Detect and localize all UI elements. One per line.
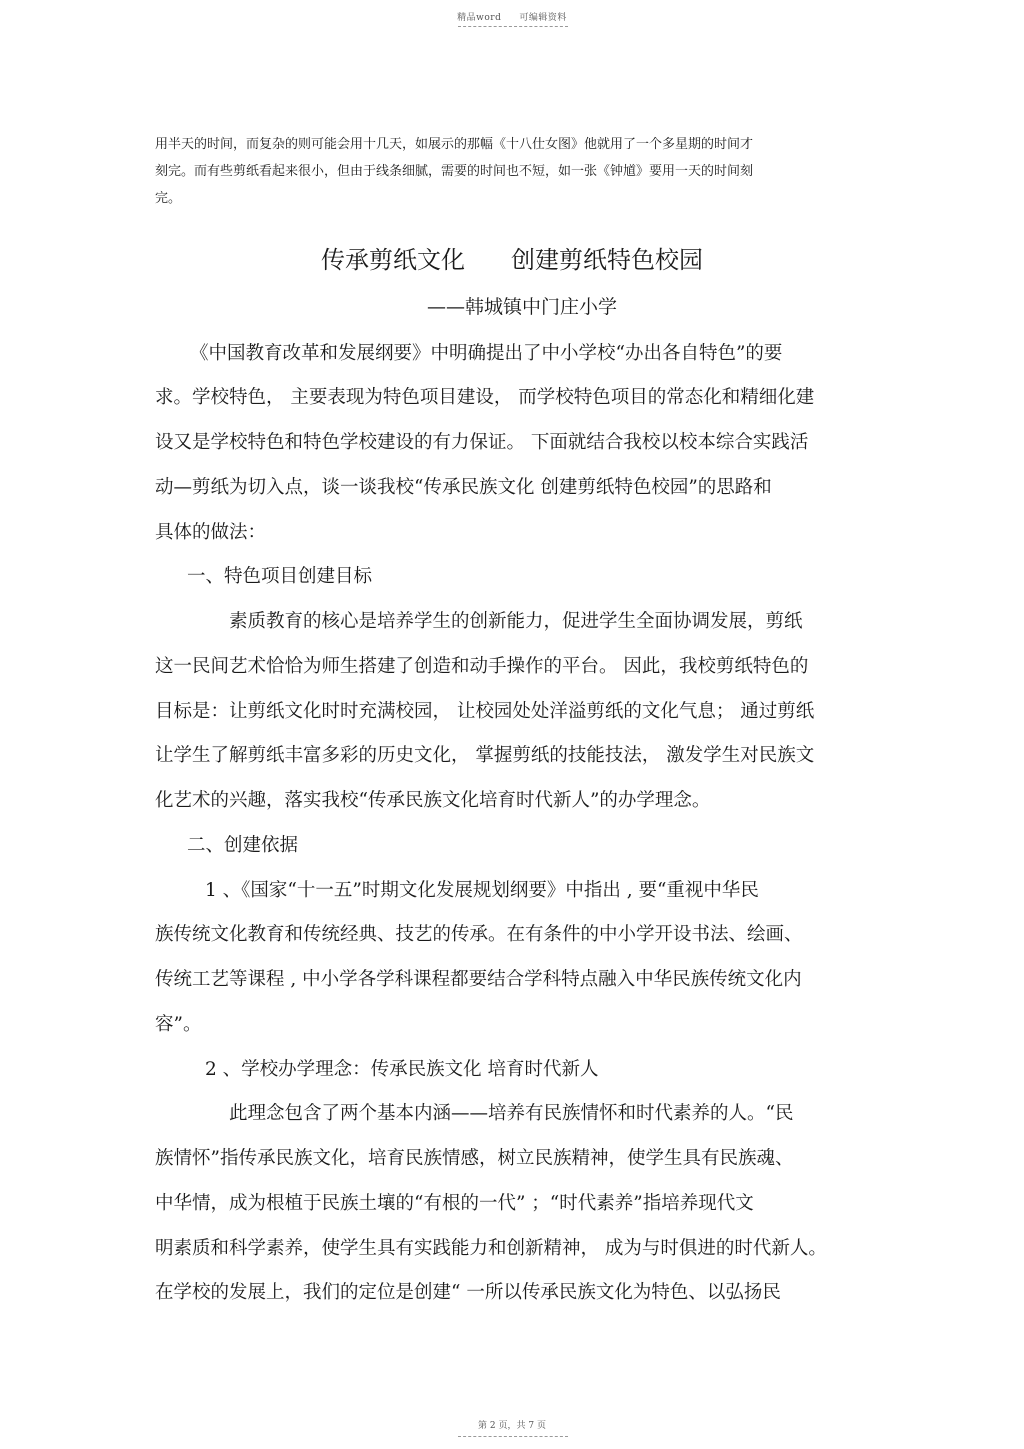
intro-line-3: 完。 bbox=[155, 191, 182, 206]
body-line: 族情怀”指传承民族文化，培育民族情感，树立民族精神，使学生具有民族魂、 bbox=[155, 1148, 794, 1169]
title-part-2: 创建剪纸特色校园 bbox=[511, 246, 703, 274]
body-line: 这一民间艺术恰恰为师生搭建了创造和动手操作的平台。 因此，我校剪纸特色的 bbox=[155, 656, 809, 677]
header-divider bbox=[458, 26, 568, 27]
header-right-text: 可编辑资料 bbox=[519, 13, 567, 23]
body-line: 素质教育的核心是培养学生的创新能力，促进学生全面协调发展，剪纸 bbox=[229, 611, 803, 632]
body-line: 明素质和科学素养，使学生具有实践能力和创新精神， 成为与时俱进的时代新人。 bbox=[155, 1238, 827, 1259]
body-line: 传统工艺等课程 , 中小学各学科课程都要结合学科特点融入中华民族传统文化内 bbox=[155, 969, 802, 990]
page-header bbox=[0, 10, 1024, 23]
body-line: 中华情，成为根植于民族土壤的“有根的一代” ；“时代素养”指培养现代文 bbox=[155, 1193, 754, 1214]
body-line: 化艺术的兴趣，落实我校“传承民族文化培育时代新人”的办学理念。 bbox=[155, 790, 711, 811]
body-line: 1 、《国家“十一五”时期文化发展规划纲要》中指出 , 要“重视中华民 bbox=[205, 880, 759, 901]
body-line: 《中国教育改革和发展纲要》中明确提出了中小学校“办出各自特色”的要 bbox=[190, 343, 783, 364]
footer-divider bbox=[458, 1436, 568, 1437]
body-line: 目标是：让剪纸文化时时充满校园， 让校园处处洋溢剪纸的文化气息； 通过剪纸 bbox=[155, 701, 815, 722]
intro-line-1: 用半天的时间，而复杂的则可能会用十几天，如展示的那幅《十八仕女图》他就用了一个多星期的时间才 bbox=[155, 137, 754, 152]
body-line: 在学校的发展上，我们的定位是创建“ 一所以传承民族文化为特色、以弘扬民 bbox=[155, 1282, 781, 1303]
section-heading-1: 一、特色项目创建目标 bbox=[187, 566, 373, 587]
body-line: 2 、学校办学理念：传承民族文化 培育时代新人 bbox=[205, 1059, 599, 1080]
header-left-text: 精品word bbox=[457, 13, 502, 23]
body-line: 求。学校特色， 主要表现为特色项目建设， 而学校特色项目的常态化和精细化建 bbox=[155, 387, 815, 408]
page-footer: 第 2 页，共 7 页 bbox=[478, 1421, 546, 1431]
body-line: 设又是学校特色和特色学校建设的有力保证。 下面就结合我校以校本综合实践活 bbox=[155, 432, 809, 453]
body-line: 动—剪纸为切入点，谈一谈我校“传承民族文化 创建剪纸特色校园”的思路和 bbox=[155, 477, 772, 498]
body-line: 让学生了解剪纸丰富多彩的历史文化， 掌握剪纸的技能技法， 激发学生对民族文 bbox=[155, 745, 815, 766]
body-line: 容”。 bbox=[155, 1014, 202, 1035]
title-part-1: 传承剪纸文化 bbox=[321, 246, 465, 274]
intro-line-2: 刻完。而有些剪纸看起来很小，但由于线条细腻，需要的时间也不短，如一张《钟馗》要用一天的时间刻 bbox=[155, 164, 754, 179]
body-line: 具体的做法： bbox=[155, 522, 267, 543]
body-line: 此理念包含了两个基本内涵——培养有民族情怀和时代素养的人。“民 bbox=[229, 1103, 794, 1124]
document-subtitle: ——韩城镇中门庄小学 bbox=[426, 296, 617, 318]
body-line: 族传统文化教育和传统经典、技艺的传承。在有条件的中小学开设书法、绘画、 bbox=[155, 924, 803, 945]
section-heading-2: 二、创建依据 bbox=[187, 835, 299, 856]
document-title bbox=[0, 242, 1024, 278]
